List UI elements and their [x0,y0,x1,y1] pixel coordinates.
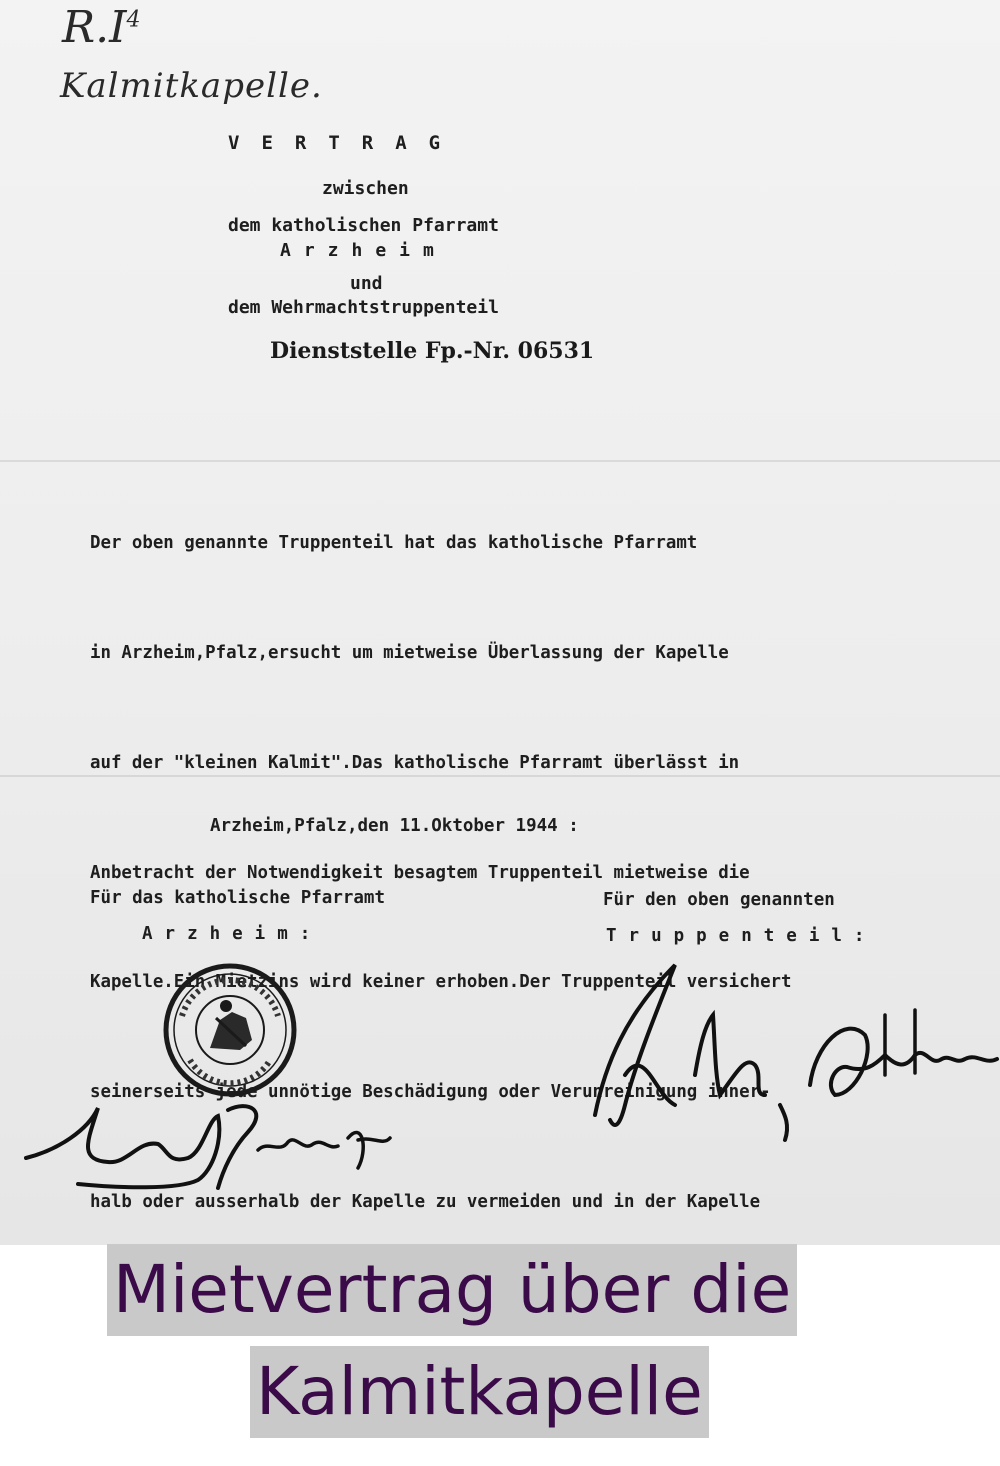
caption-line-2: Kalmitkapelle [250,1346,709,1438]
date-line: Arzheim,Pfalz,den 11.Oktober 1944 : [210,816,579,836]
body-line: auf der "kleinen Kalmit".Das katholische Pfarramt überlässt in [90,752,740,773]
body-line: halb oder ausserhalb der Kapelle zu vermeiden und in der Kapelle [90,1191,761,1212]
right-signature-label: Für den oben genannten [603,890,835,910]
left-signature-label: Für das katholische Pfarramt [90,888,386,908]
body-line: Der oben genannte Truppenteil hat das katholische Pfarramt [90,533,698,554]
header-line: Arzheim [280,240,447,261]
body-line: seinerseits jede unnötige Beschädigung oder Verunreinigung inner- [90,1082,771,1103]
handwritten-title: Kalmitkapelle. [60,66,323,106]
parish-seal [160,960,300,1100]
header-line: dem katholischen Pfarramt [228,215,499,236]
unit-stamp: Dienststelle Fp.-Nr. 06531 [270,338,595,364]
officer-signature [585,955,1000,1155]
body-line: in Arzheim,Pfalz,ersucht um mietweise Überlassung der Kapelle [90,642,729,663]
left-signature-label: Arzheim: [142,924,323,944]
body-line: Anbetracht der Notwendigkeit besagtem Truppenteil mietweise die [90,862,750,883]
right-signature-label: Truppenteil: [606,926,877,946]
archive-mark: $R.I^4$ [62,2,141,53]
header-line: zwischen [322,178,409,199]
header-line: dem Wehrmachtstruppenteil [228,297,499,318]
caption-line-1: Mietvertrag über die [107,1244,797,1336]
pastor-signature [18,1080,398,1200]
body-line: Kapelle.Ein Mietzins wird keiner erhoben.Der Truppenteil versichert [90,972,792,993]
contract-title: VERTRAG [228,132,463,154]
header-line: und [350,273,383,294]
